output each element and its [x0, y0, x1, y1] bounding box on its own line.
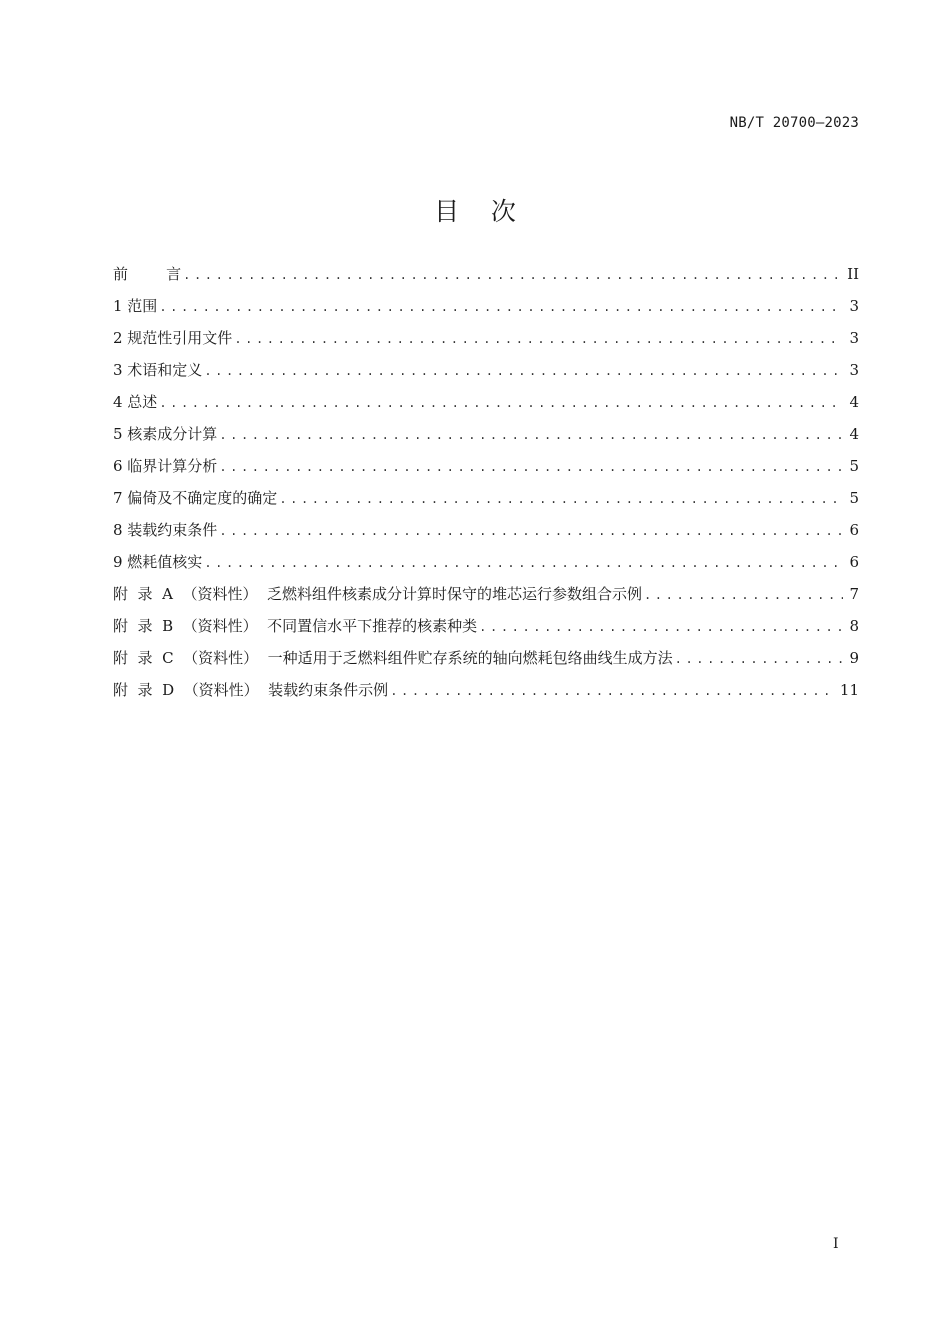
- dot-leader: [159, 291, 843, 323]
- toc-entry-label: 6 临界计算分析: [113, 457, 218, 475]
- toc-entry-label: 8 装载约束条件: [113, 521, 218, 539]
- toc-entry-label: 附 录 A （资料性） 乏燃料组件核素成分计算时保守的堆芯运行参数组合示例: [113, 585, 642, 603]
- toc-entry-label: 9 燃耗值核实: [113, 553, 203, 571]
- toc-entry-page: 5: [849, 489, 859, 507]
- dot-leader: [644, 579, 843, 611]
- toc-entry-3[interactable]: [113, 354, 859, 386]
- toc-entry-label: 3 术语和定义: [113, 361, 203, 379]
- toc-entry-appendix-b[interactable]: [113, 610, 859, 642]
- dot-leader: [219, 515, 843, 547]
- toc-entry-appendix-a[interactable]: [113, 578, 859, 610]
- toc-entry-page: 5: [849, 457, 859, 475]
- toc-entry-label: 5 核素成分计算: [113, 425, 218, 443]
- toc-entry-9[interactable]: [113, 546, 859, 578]
- dot-leader: [279, 483, 843, 515]
- dot-leader: [234, 323, 843, 355]
- dot-leader: [219, 451, 843, 483]
- toc-entry-appendix-d[interactable]: [113, 674, 859, 706]
- toc-entry-page: 3: [849, 361, 859, 379]
- toc-entry-page: 3: [849, 297, 859, 315]
- dot-leader: [479, 611, 843, 643]
- standard-code: NB/T 20700—2023: [729, 115, 859, 131]
- toc-entry-label: 7 偏倚及不确定度的确定: [113, 489, 278, 507]
- dot-leader: [204, 355, 843, 387]
- dot-leader: [183, 259, 843, 291]
- toc-entry-page: II: [847, 265, 859, 283]
- toc-entry-label: 2 规范性引用文件: [113, 329, 233, 347]
- toc-entry-7[interactable]: [113, 482, 859, 514]
- dot-leader: [204, 547, 843, 579]
- toc-entry-page: 9: [849, 649, 859, 667]
- toc-entry-label: 1 范围: [113, 297, 158, 315]
- toc-entry-preface[interactable]: [113, 258, 859, 290]
- toc-entry-page: 11: [839, 681, 859, 699]
- toc-entry-page: 4: [849, 393, 859, 411]
- toc-entry-label: 4 总述: [113, 393, 158, 411]
- toc-entry-page: 6: [849, 521, 859, 539]
- toc-entry-4[interactable]: [113, 386, 859, 418]
- toc-entry-label: 附 录 C （资料性） 一种适用于乏燃料组件贮存系统的轴向燃耗包络曲线生成方法: [113, 649, 673, 667]
- toc-entry-label: 前 言: [113, 265, 182, 283]
- toc-entry-1[interactable]: [113, 290, 859, 322]
- dot-leader: [219, 419, 843, 451]
- toc-entry-5[interactable]: [113, 418, 859, 450]
- dot-leader: [159, 387, 843, 419]
- toc-entry-page: 7: [849, 585, 859, 603]
- dot-leader: [675, 643, 843, 675]
- toc-entry-appendix-c[interactable]: [113, 642, 859, 674]
- toc-entry-6[interactable]: [113, 450, 859, 482]
- toc-entry-label: 附 录 D （资料性） 装载约束条件示例: [113, 681, 389, 699]
- toc-entry-8[interactable]: [113, 514, 859, 546]
- dot-leader: [390, 675, 836, 707]
- toc-entry-page: 8: [849, 617, 859, 635]
- toc-entry-2[interactable]: [113, 322, 859, 354]
- page-number: I: [833, 1236, 839, 1252]
- toc-entry-label: 附 录 B （资料性） 不同置信水平下推荐的核素种类: [113, 617, 478, 635]
- page-title: 目 次: [434, 197, 516, 226]
- toc-entry-page: 3: [849, 329, 859, 347]
- toc-entry-page: 4: [849, 425, 859, 443]
- toc-entry-page: 6: [849, 553, 859, 571]
- table-of-contents: [113, 258, 859, 706]
